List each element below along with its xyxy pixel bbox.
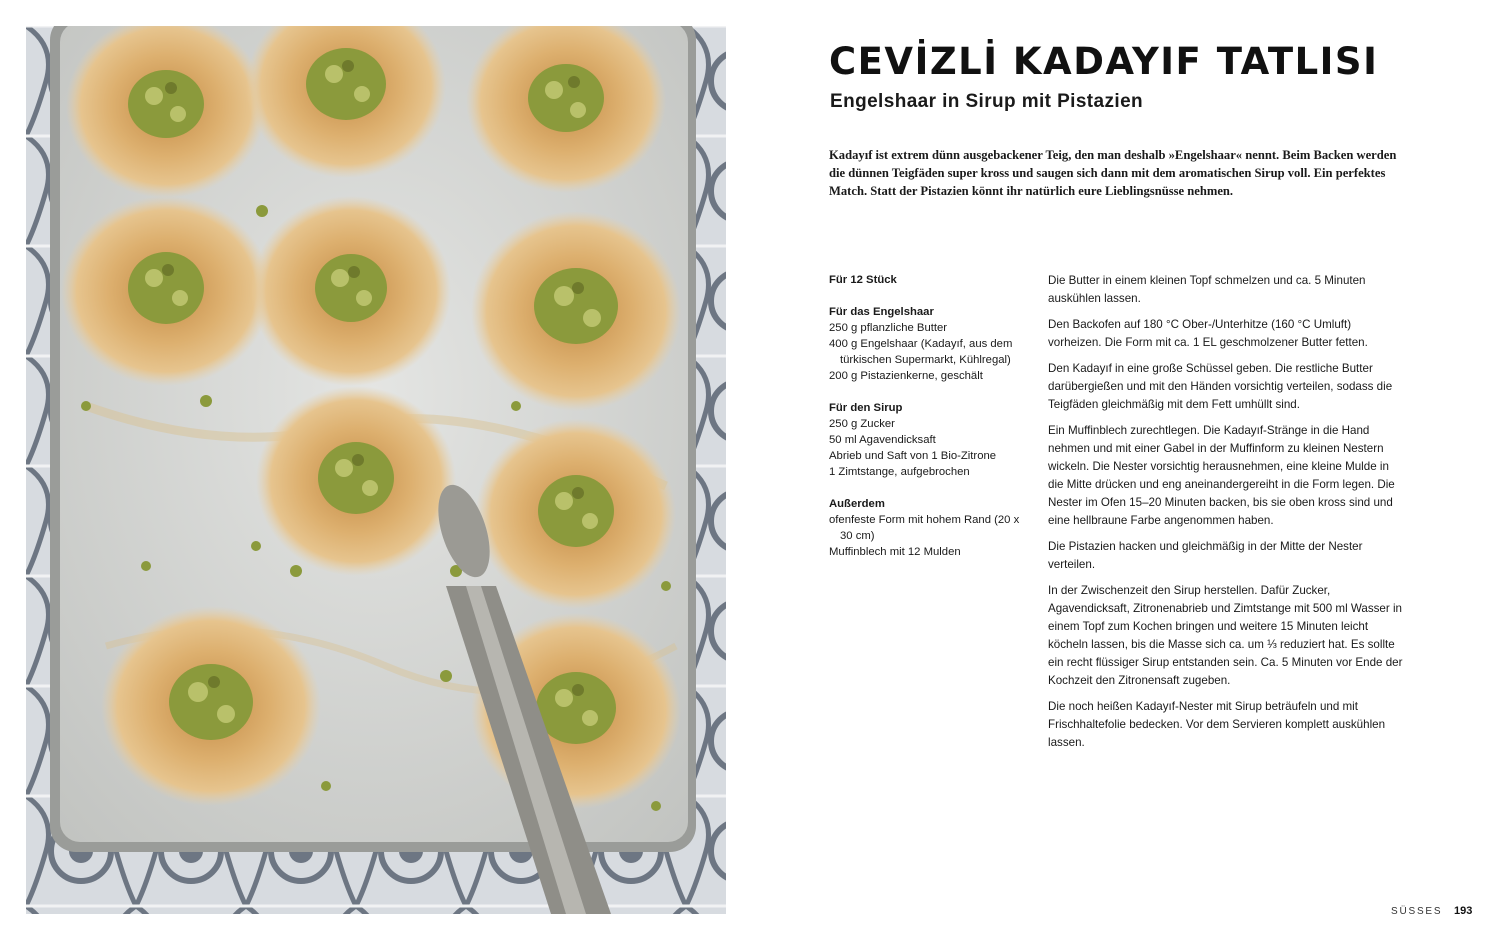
- ingredient-group-sirup: [829, 400, 1029, 480]
- method-step: Den Kadayıf in eine große Schüssel geben. Die restliche Butter darübergießen und mit den Händen vorsichtig verteilen, sodass die Teigfäden gleichmäßig mit dem Fett umhüllt sind.: [1048, 362, 1393, 411]
- ingredient-group-ausserdem: [829, 496, 1029, 560]
- ingredient-item: 250 g pflanzliche Butter: [829, 322, 948, 334]
- kadayif-nest: [476, 419, 676, 609]
- page-number: 193: [1454, 905, 1473, 917]
- ingredients-column: [829, 272, 1029, 576]
- ingredient-group-heading: Außerdem: [829, 498, 885, 510]
- method-column: [1048, 272, 1406, 760]
- method-step: Die Pistazien hacken und gleichmäßig in der Mitte der Nester verteilen.: [1048, 540, 1363, 571]
- ingredient-group-engelshaar: [829, 304, 1029, 384]
- kadayif-nest: [251, 196, 451, 386]
- ingredient-item: 200 g Pistazienkerne, geschält: [829, 370, 983, 382]
- ingredient-group-heading: Für das Engelshaar: [829, 306, 934, 318]
- method-step: In der Zwischenzeit den Sirup herstellen. Dafür Zucker, Agavendicksaft, Zitronenabrieb und Zimtstange mit 500 ml Wasser in einem Topf zum Kochen bringen und weitere 15 Minuten leicht köcheln lassen, bis die Masse sich ca. um ⅓ reduziert hat. Es sollte ein recht flüssiger Sirup entstanden sein. Ca. 5 Minuten vor Ende der Kochzeit den Zitronensaft zugeben.: [1048, 584, 1403, 687]
- kadayif-nest: [101, 606, 321, 806]
- kadayif-nest: [471, 211, 681, 411]
- method-step: Die Butter in einem kleinen Topf schmelzen und ca. 5 Minuten auskühlen lassen.: [1048, 274, 1366, 305]
- kadayif-nest: [256, 386, 456, 576]
- ingredient-item: 50 ml Agavendicksaft: [829, 434, 936, 446]
- kadayif-nest: [61, 196, 271, 386]
- recipe-subtitle: Engelshaar in Sirup mit Pistazien: [830, 91, 1144, 112]
- ingredient-item: 250 g Zucker: [829, 418, 895, 430]
- ingredient-item: Abrieb und Saft von 1 Bio-Zitrone: [829, 450, 997, 462]
- ingredient-item: ofenfeste Form mit hohem Rand (20 x 30 cm): [829, 514, 1020, 542]
- ingredient-item: 400 g Engelshaar (Kadayıf, aus dem türkischen Supermarkt, Kühlregal): [829, 338, 1013, 366]
- recipe-intro: Kadayıf ist extrem dünn ausgebackener Teig, den man deshalb »Engelshaar« nennt. Beim Backen werden die dünnen Teigfäden super kross und saugen sich dann mit dem aromatischen Sirup voll. Ein perfektes Match. Statt der Pistazien könnt ihr natürlich eure Lieblingsnüsse nehmen.: [829, 148, 1397, 198]
- kadayif-nests-illustration: [26, 26, 726, 914]
- ingredient-item: Muffinblech mit 12 Mulden: [829, 546, 961, 558]
- recipe-title: CEVİZLİ KADAYIF TATLISI: [829, 40, 1379, 83]
- dessert-photo: [26, 26, 726, 914]
- ingredient-item: 1 Zimtstange, aufgebrochen: [829, 466, 970, 478]
- method-step: Ein Muffinblech zurechtlegen. Die Kadayıf-Stränge in die Hand nehmen und mit einer Gabel in der Muffinform zu kleinen Nestern wickeln. Die Nester vorsichtig herausnehmen, eine kleine Mulde in die Mitte drücken und eng aneinandergereiht in die Form legen. Die Nester im Ofen 15–20 Minuten backen, bis sie oben kross sind und eine hellbraune Farbe angenommen haben.: [1048, 424, 1395, 527]
- servings-block: [829, 272, 1029, 288]
- servings-label: Für 12 Stück: [829, 274, 897, 286]
- method-step: Die noch heißen Kadayıf-Nester mit Sirup beträufeln und mit Frischhaltefolie bedecken. Vor dem Servieren komplett auskühlen lassen.: [1048, 700, 1386, 749]
- method-step: Den Backofen auf 180 °C Ober-/Unterhitze (160 °C Umluft) vorheizen. Die Form mit ca. 1 EL geschmolzener Butter fetten.: [1048, 318, 1368, 349]
- ingredient-group-heading: Für den Sirup: [829, 402, 903, 414]
- section-label: SÜSSES: [1391, 906, 1443, 917]
